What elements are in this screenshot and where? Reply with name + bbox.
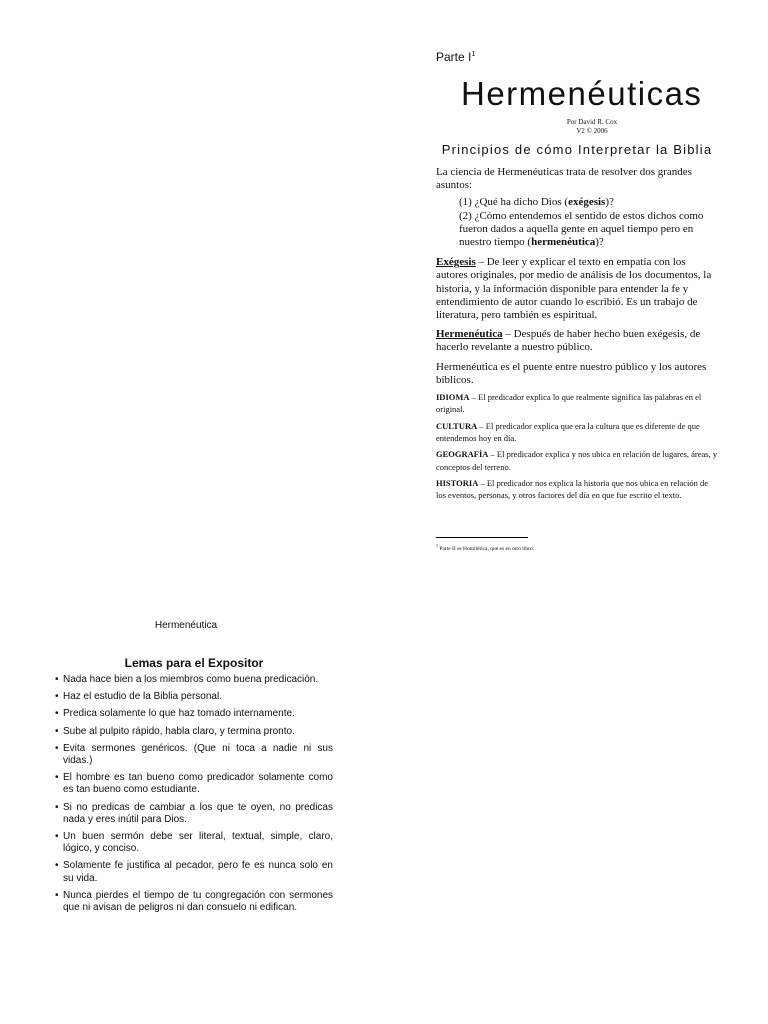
section-heading: Lemas para el Expositor	[124, 656, 264, 670]
footnote-divider	[436, 537, 528, 538]
page-one	[436, 48, 718, 553]
lema-text: Nunca pierdes el tiempo de tu congregación con sermones que ni avisan de peligros ni dan consuelo ni edifican.	[63, 889, 333, 914]
list-item	[55, 890, 333, 914]
bullet-marker: •	[55, 674, 59, 685]
definition-cultura: CULTURA – El predicador explica que era la cultura que es diferente de que entendemos hoy en día.	[436, 420, 700, 443]
bullet-marker: •	[55, 889, 59, 901]
list-item	[55, 674, 333, 686]
bullet-marker: •	[55, 772, 59, 784]
definition-geografia: GEOGRAFÍA – El predicador explica y nos ubica en relación de lugares, áreas, y conceptos del terreno.	[436, 449, 718, 472]
definition-idioma: IDIOMA – El predicador explica lo que realmente significa las palabras en el original.	[436, 392, 702, 415]
lemas-list	[55, 674, 333, 914]
document-title: Hermenéuticas	[461, 75, 703, 112]
part-label: Parte $I^1$	[436, 50, 476, 64]
hermeneutica-definition: Hermenéutica – Después de haber hecho buen exégesis, de hacerlo revelante a nuestro público.	[436, 328, 701, 354]
definition-historia: HISTORIA – El predicador nos explica la historia que nos ubica en relación de los eventos, personas, y otros factores del día en que fue escrito el texto.	[436, 477, 709, 501]
list-item	[55, 708, 333, 720]
lema-text: Evita sermones genéricos. (Que ni toca a nadie ni sus vidas.)	[63, 742, 333, 767]
question-2: (2) ¿Cómo entendemos el sentido de estos dichos como fueron dados a aquella gente en aquel tiempo pero en nuestro tiempo (hermenéutica)?	[459, 209, 704, 249]
bullet-marker: •	[55, 831, 59, 843]
list-item	[55, 860, 333, 884]
intro-paragraph: La ciencia de Hermenéuticas trata de resolver dos grandes asuntos:	[436, 166, 692, 192]
subtitle: Principios de cómo Interpretar la Biblia	[441, 142, 713, 157]
bullet-marker: •	[55, 801, 59, 813]
lema-text: Haz el estudio de la Biblia personal.	[63, 691, 222, 703]
bullet-marker: •	[55, 691, 59, 703]
list-item	[55, 743, 333, 767]
bullet-marker: •	[55, 860, 59, 872]
lema-text: Nada hace bien a los miembros como buena predicación.	[63, 674, 319, 685]
bullet-marker: •	[55, 708, 59, 720]
lema-text: Solamente fe justifica al pecador, pero fe es nunca solo en su vida.	[63, 860, 333, 884]
list-item	[55, 691, 333, 703]
bullet-marker: •	[55, 725, 59, 737]
lema-text: Si no predicas de cambiar a los que te oyen, no predicas nada y eres inútil para Dios.	[63, 801, 333, 825]
list-item	[55, 726, 333, 738]
version: V2 © 2006	[576, 127, 608, 135]
byline	[466, 118, 718, 136]
running-head: Hermenéutica	[154, 620, 218, 631]
list-item	[55, 802, 333, 826]
footnote: $^1$ Parte II es Homilética, que es en otro libro.	[436, 543, 535, 553]
page-two	[55, 620, 333, 919]
question-list	[459, 196, 718, 249]
exegesis-definition: Exégesis – De leer y explicar el texto en empatía con los autores originales, por medio de análisis de los documentos, la historia, y la información disponible para entender la fe y entendimiento de autor cuando lo escribió. Es un trabajo de literatura, pero también es espiritual.	[436, 256, 712, 322]
part-footnote-marker: 1	[471, 51, 476, 58]
bridge-statement: Hermenéutica es el puente entre nuestro público y los autores bíblicos.	[436, 360, 707, 386]
list-item	[55, 772, 333, 796]
bullet-marker: •	[55, 742, 59, 754]
question-1: (1) ¿Qué ha dicho Dios (exégesis)?	[459, 196, 614, 209]
author: Por David R. Cox	[566, 118, 618, 126]
lema-text: Sube al pulpito rápido, habla claro, y termina pronto.	[63, 725, 295, 737]
lema-text: Predica solamente lo que haz tomado internamente.	[63, 708, 295, 720]
list-item	[55, 831, 333, 855]
lema-text: Un buen sermón debe ser literal, textual, simple, claro, lógico, y conciso.	[63, 831, 333, 855]
lema-text: El hombre es tan bueno como predicador solamente como es tan bueno como estudiante.	[63, 772, 333, 796]
